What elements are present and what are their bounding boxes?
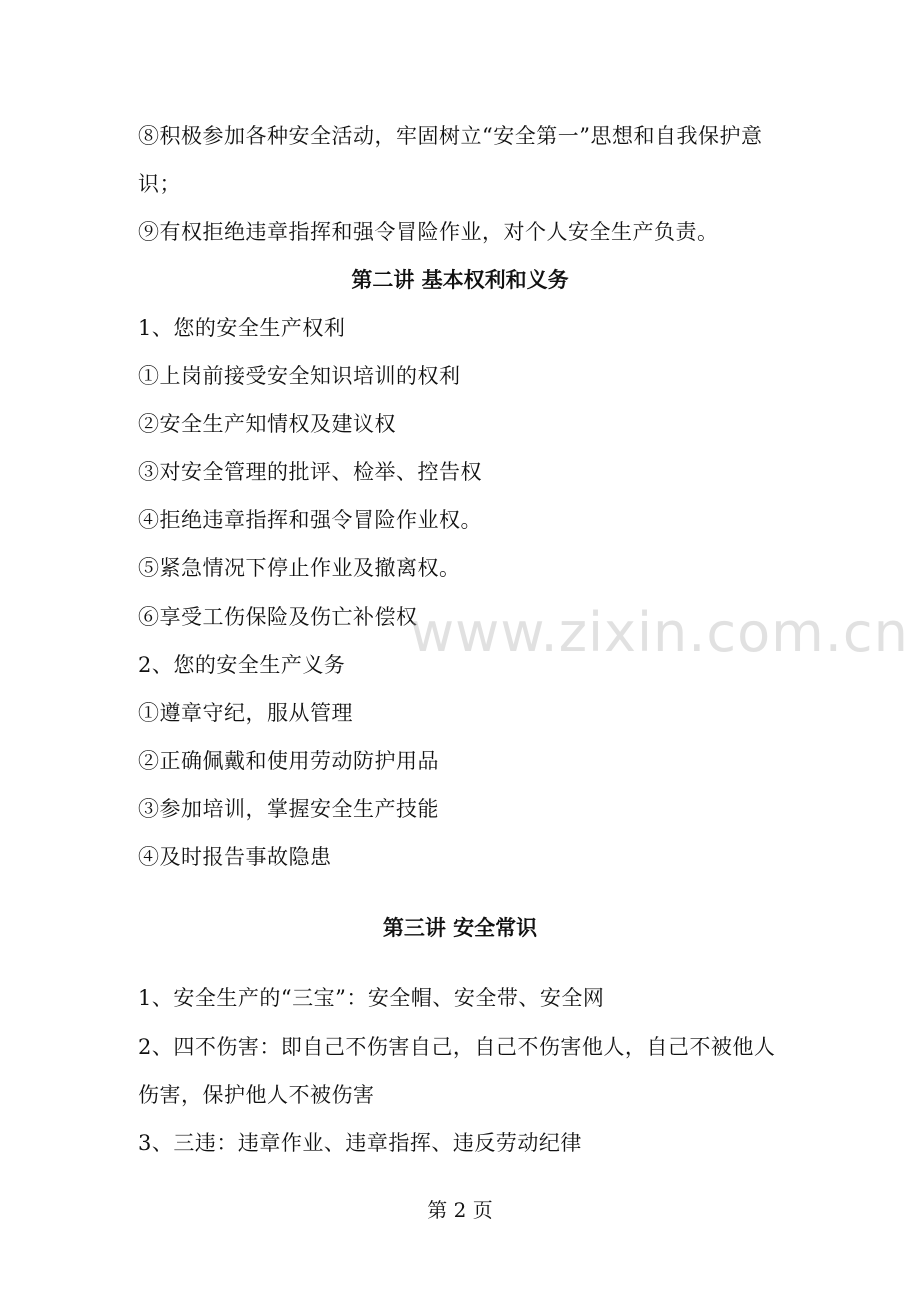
- rights-item: ①上岗前接受安全知识培训的权利: [138, 364, 461, 388]
- safety-item: 2、四不伤害：即自己不伤害自己，自己不伤害他人，自己不被他人: [138, 1035, 776, 1059]
- paragraph-line: ⑨有权拒绝违章指挥和强令冒险作业，对个人安全生产负责。: [138, 220, 719, 244]
- lecture-2-title: 第二讲 基本权利和义务: [351, 267, 569, 292]
- duties-item: ①遵章守纪，服从管理: [138, 701, 353, 725]
- rights-item: ④拒绝违章指挥和强令冒险作业权。: [138, 508, 482, 532]
- safety-item: 1、安全生产的“三宝”：安全帽、安全带、安全网: [138, 986, 605, 1010]
- rights-item: ⑥享受工伤保险及伤亡补偿权: [138, 605, 418, 629]
- safety-item-continuation: 伤害，保护他人不被伤害: [138, 1083, 375, 1107]
- duties-item: ④及时报告事故隐患: [138, 845, 332, 869]
- lecture-3-title: 第三讲 安全常识: [382, 915, 538, 940]
- rights-heading: 1、您的安全生产权利: [138, 316, 346, 340]
- watermark: www.zixin.com.cn: [410, 601, 909, 664]
- rights-item: ⑤紧急情况下停止作业及撤离权。: [138, 556, 461, 580]
- duties-item: ③参加培训，掌握安全生产技能: [138, 797, 439, 821]
- paragraph-line: ⑧积极参加各种安全活动，牢固树立“安全第一”思想和自我保护意: [138, 124, 763, 148]
- rights-item: ②安全生产知情权及建议权: [138, 412, 396, 436]
- duties-heading: 2、您的安全生产义务: [138, 653, 346, 677]
- paragraph-line: 识；: [138, 172, 181, 196]
- page-number: 第 2 页: [427, 1198, 493, 1222]
- duties-item: ②正确佩戴和使用劳动防护用品: [138, 749, 439, 773]
- rights-item: ③对安全管理的批评、检举、控告权: [138, 460, 482, 484]
- safety-item: 3、三违：违章作业、违章指挥、违反劳动纪律: [138, 1131, 582, 1155]
